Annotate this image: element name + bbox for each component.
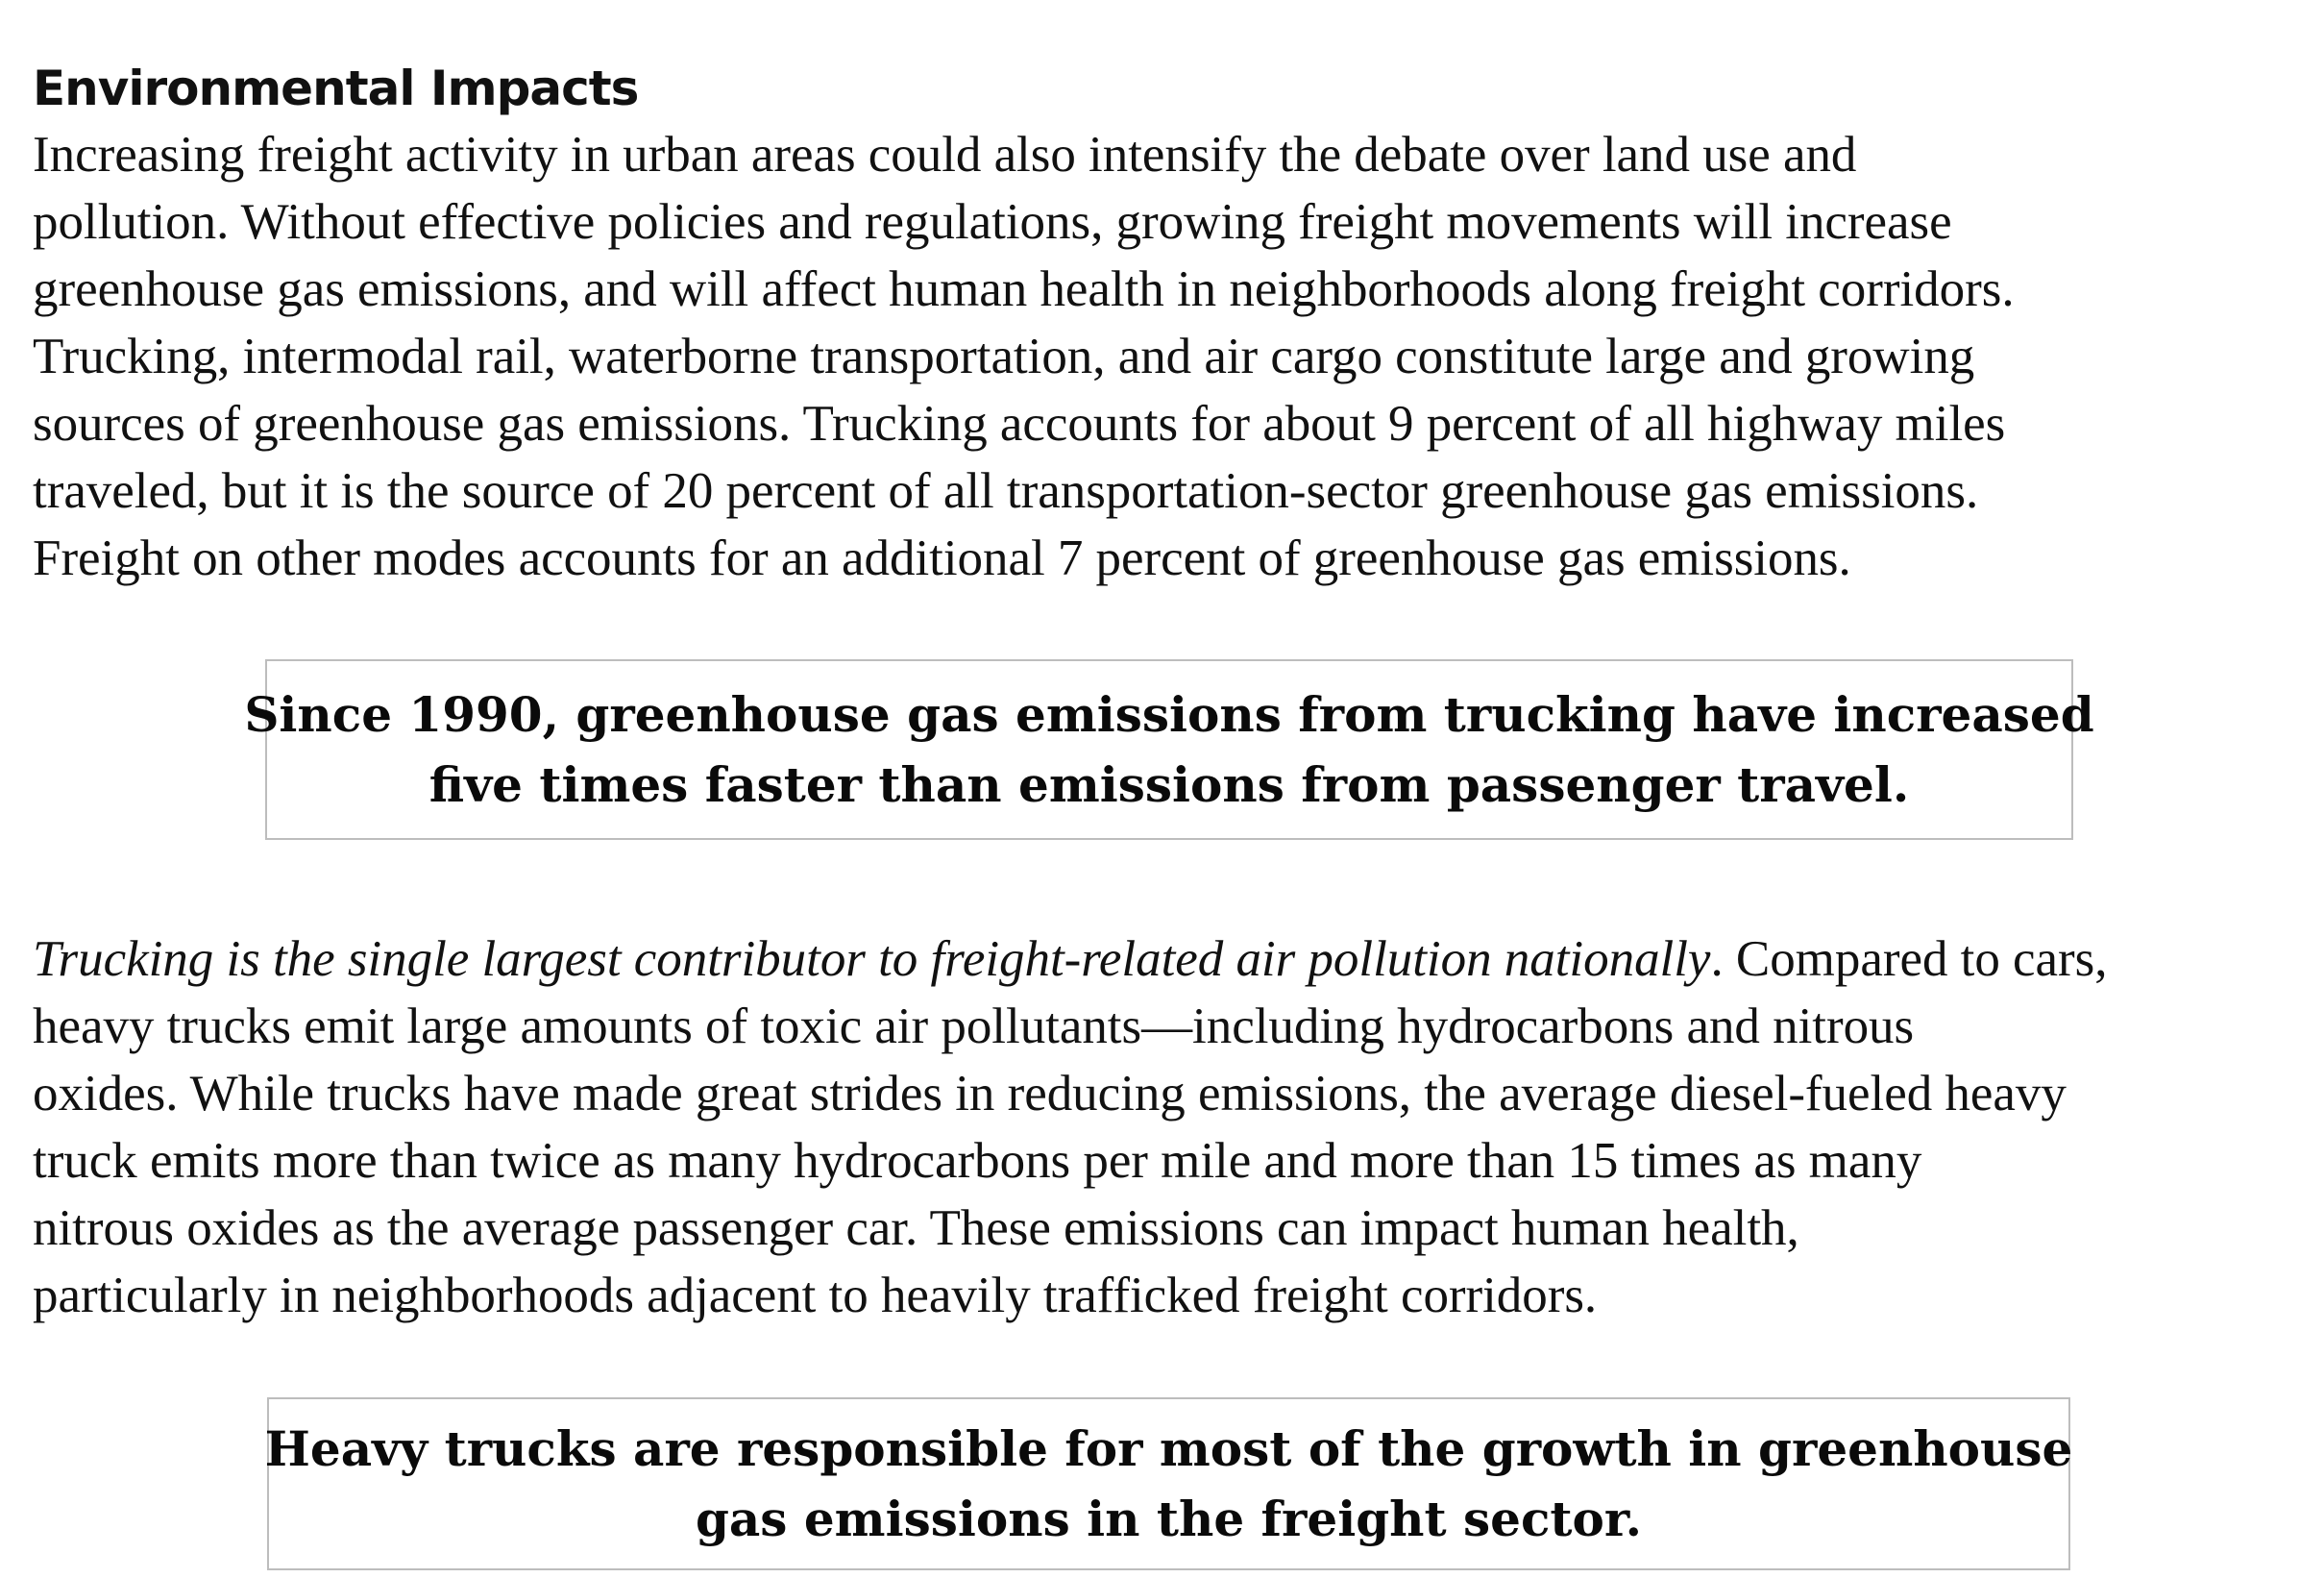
paragraph-line: pollution. Without effective policies and regulations, growing freight movements will increase	[33, 194, 1952, 250]
section-heading: Environmental Impacts	[33, 61, 639, 116]
paragraph-line: Increasing freight activity in urban areas could also intensify the debate over land use and	[33, 127, 1857, 183]
paragraph-line: Trucking, intermodal rail, waterborne transportation, and air cargo constitute large and growing	[33, 329, 1975, 384]
callout-line: Heavy trucks are responsible for most of the growth in greenhouse	[264, 1420, 2073, 1477]
paragraph-line: truck emits more than twice as many hydrocarbons per mile and more than 15 times as many	[33, 1133, 1922, 1189]
callout-line: five times faster than emissions from passenger travel.	[428, 756, 1910, 813]
paragraph-line: greenhouse gas emissions, and will affect human health in neighborhoods along freight corridors.	[33, 261, 2015, 317]
callout-box-heavy-trucks	[264, 1397, 2073, 1570]
paragraph-line: particularly in neighborhoods adjacent to heavily trafficked freight corridors.	[33, 1268, 1598, 1323]
paragraph-line	[33, 925, 2319, 993]
callout-line: gas emissions in the freight sector.	[695, 1491, 1643, 1547]
paragraph-line-rest: . Compared to cars,	[1710, 931, 2108, 987]
paragraph-trucking-air-pollution	[33, 925, 2319, 1329]
callout-box-trucking-growth	[244, 659, 2094, 840]
italic-emphasis: Trucking is the single largest contributor to freight-related air pollution nationally	[33, 931, 1711, 987]
callout-line: Since 1990, greenhouse gas emissions from trucking have increased	[244, 686, 2094, 743]
paragraph-line: Freight on other modes accounts for an additional 7 percent of greenhouse gas emissions.	[33, 530, 1851, 586]
paragraph-line: sources of greenhouse gas emissions. Trucking accounts for about 9 percent of all highway miles	[33, 396, 2006, 452]
paragraph-freight-pollution	[33, 121, 2319, 592]
paragraph-line: nitrous oxides as the average passenger car. These emissions can impact human health,	[33, 1200, 1799, 1256]
paragraph-line: traveled, but it is the source of 20 percent of all transportation-sector greenhouse gas emissions.	[33, 463, 1979, 519]
paragraph-line: oxides. While trucks have made great strides in reducing emissions, the average diesel-fueled heavy	[33, 1066, 2067, 1122]
paragraph-line: heavy trucks emit large amounts of toxic air pollutants—including hydrocarbons and nitrous	[33, 999, 1915, 1054]
